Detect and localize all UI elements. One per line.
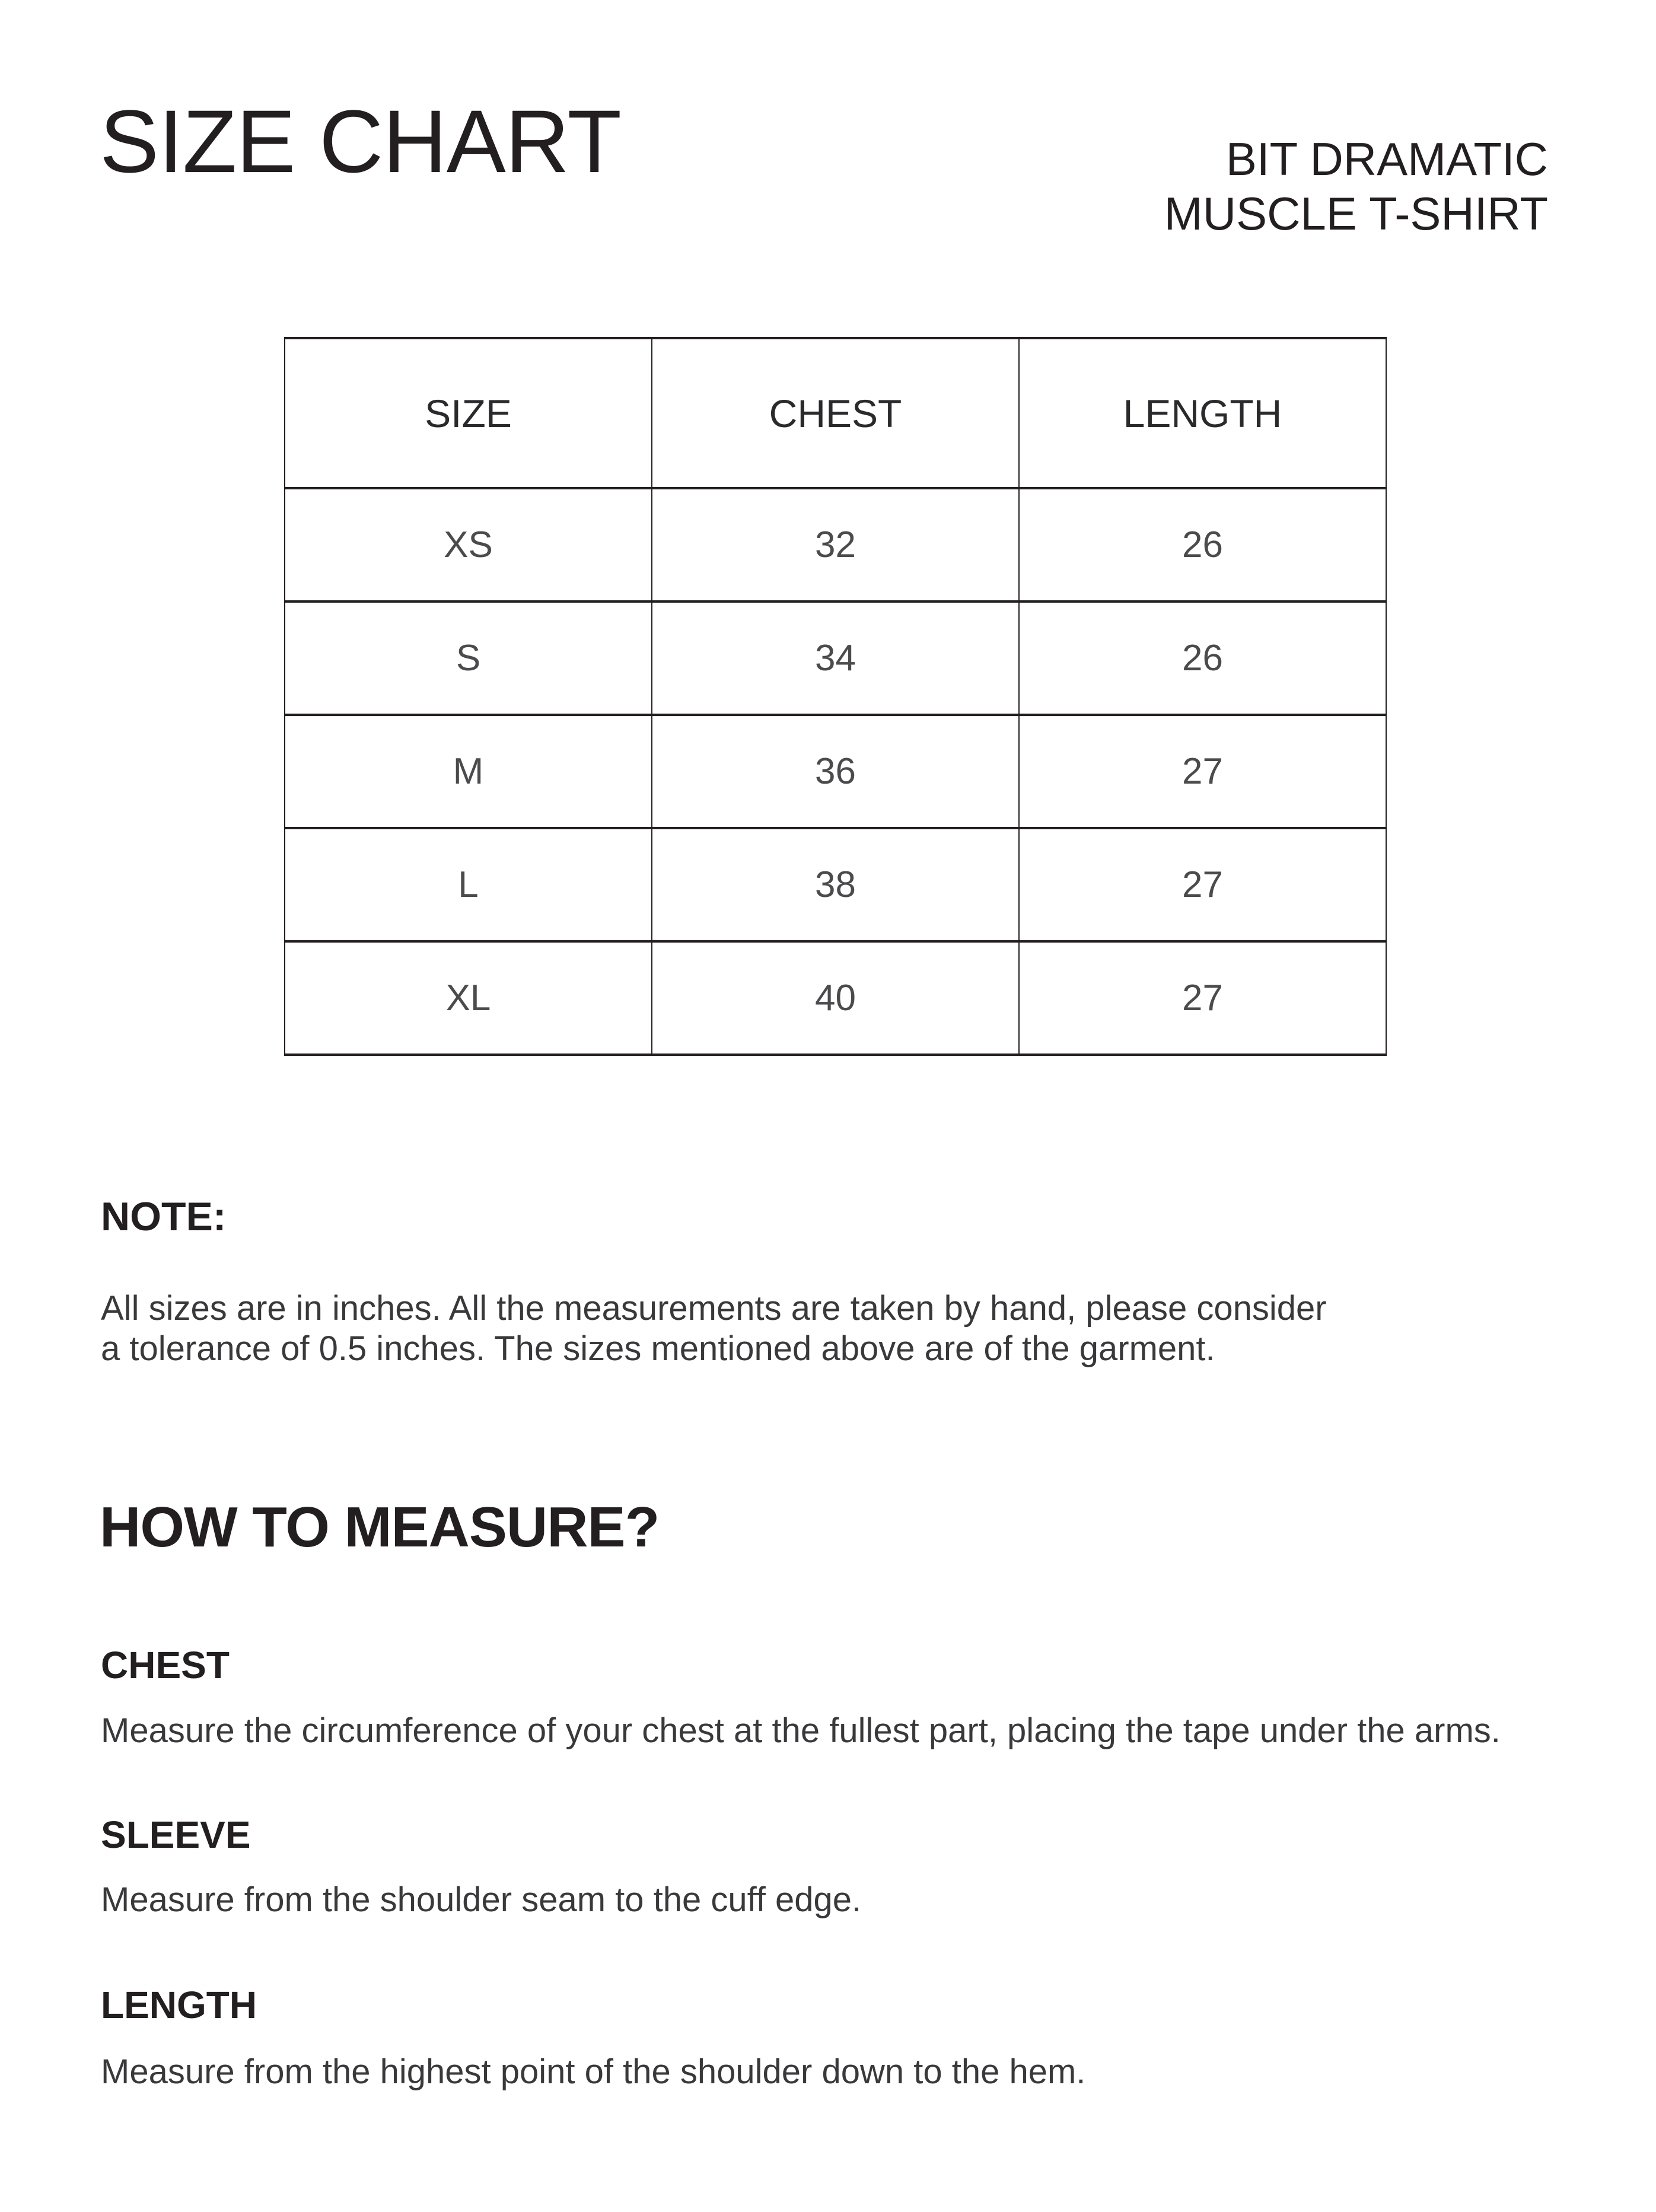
measure-label-length: LENGTH [101,1984,257,2026]
chest-cell: 32 [652,488,1019,601]
measure-desc-chest: Measure the circumference of your chest at the fullest part, placing the tape under the arms. [101,1711,1501,1750]
note-paragraph [101,1288,1327,1369]
note-heading: NOTE: [101,1194,227,1239]
table-row-xl [285,941,1386,1055]
measure-desc-sleeve: Measure from the shoulder seam to the cuff edge. [101,1880,862,1919]
measure-desc-length: Measure from the highest point of the shoulder down to the hem. [101,2052,1086,2091]
table-row-l [285,828,1386,941]
size-cell: L [285,828,652,941]
size-cell: XS [285,488,652,601]
product-name [1164,132,1548,241]
column-header-size: SIZE [285,338,652,488]
chest-cell: 34 [652,601,1019,715]
size-cell: S [285,601,652,715]
measure-label-sleeve: SLEEVE [101,1813,251,1856]
page-title: SIZE CHART [100,91,622,191]
size-cell: M [285,715,652,828]
table-row-s [285,601,1386,715]
length-cell: 27 [1019,828,1386,941]
chest-cell: 40 [652,941,1019,1055]
product-name-line1: BIT DRAMATIC [1225,133,1548,185]
length-cell: 26 [1019,488,1386,601]
note-line2: a tolerance of 0.5 inches. The sizes mentioned above are of the garment. [101,1329,1215,1368]
length-cell: 27 [1019,941,1386,1055]
length-cell: 27 [1019,715,1386,828]
table-row-m [285,715,1386,828]
length-cell: 26 [1019,601,1386,715]
note-line1: All sizes are in inches. All the measurements are taken by hand, please consider [101,1289,1327,1328]
size-cell: XL [285,941,652,1055]
chest-cell: 38 [652,828,1019,941]
chest-cell: 36 [652,715,1019,828]
column-header-chest: CHEST [652,338,1019,488]
measure-label-chest: CHEST [101,1644,230,1686]
product-name-line2: MUSCLE T-SHIRT [1164,187,1548,240]
how-to-measure-heading: HOW TO MEASURE? [100,1495,660,1559]
table-header-row [285,338,1386,488]
column-header-length: LENGTH [1019,338,1386,488]
table-row-xs [285,488,1386,601]
size-table [284,337,1387,1056]
